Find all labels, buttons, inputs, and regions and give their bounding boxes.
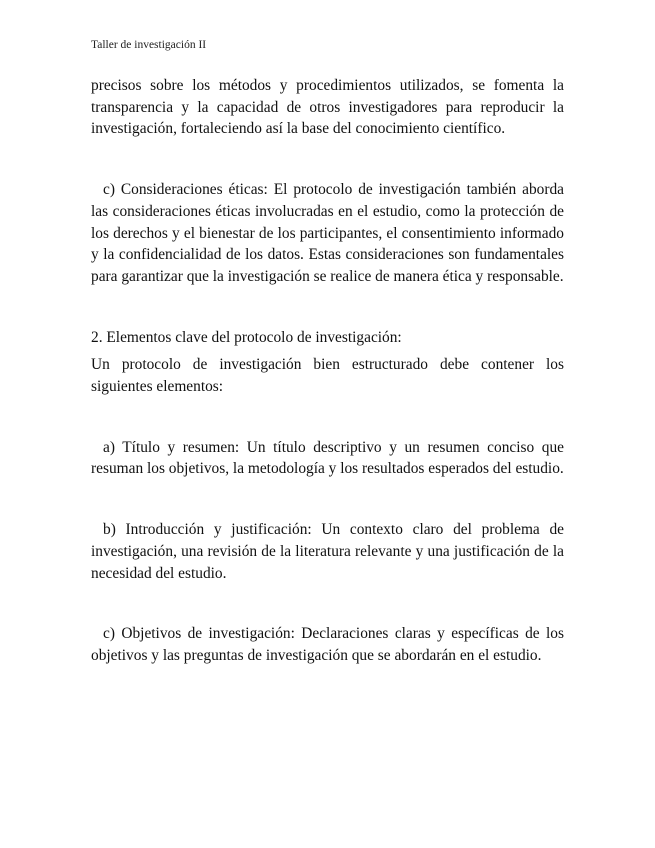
page-content — [91, 75, 564, 667]
running-header: Taller de investigación II — [91, 39, 207, 51]
ethics-paragraph: c) Consideraciones éticas: El protocolo de investigación también aborda las consideraciones éticas involucradas en el estudio, como la protección de los derechos y el bienestar de los participantes, el consentimiento informado y la confidencialidad de los datos. Estas consideraciones son fundamentales para garantizar que la investigación se realice de manera ética y responsable. — [91, 181, 564, 285]
section-intro-paragraph: Un protocolo de investigación bien estructurado debe contener los siguientes elementos: — [91, 356, 564, 396]
introduction-justification-paragraph: b) Introducción y justificación: Un contexto claro del problema de investigación, una revisión de la literatura relevante y una justificación de la necesidad del estudio. — [91, 521, 564, 582]
research-objectives-paragraph: c) Objetivos de investigación: Declaraciones claras y específicas de los objetivos y las preguntas de investigación que se abordarán en el estudio. — [91, 625, 564, 664]
continued-paragraph: precisos sobre los métodos y procedimientos utilizados, se fomenta la transparencia y la capacidad de otros investigadores para reproducir la investigación, fortaleciendo así la base del conocimiento científico. — [91, 77, 564, 138]
section-heading: 2. Elementos clave del protocolo de investigación: — [91, 328, 402, 346]
title-summary-paragraph: a) Título y resumen: Un título descriptivo y un resumen conciso que resuman los objetivos, la metodología y los resultados esperados del estudio. — [91, 438, 564, 478]
